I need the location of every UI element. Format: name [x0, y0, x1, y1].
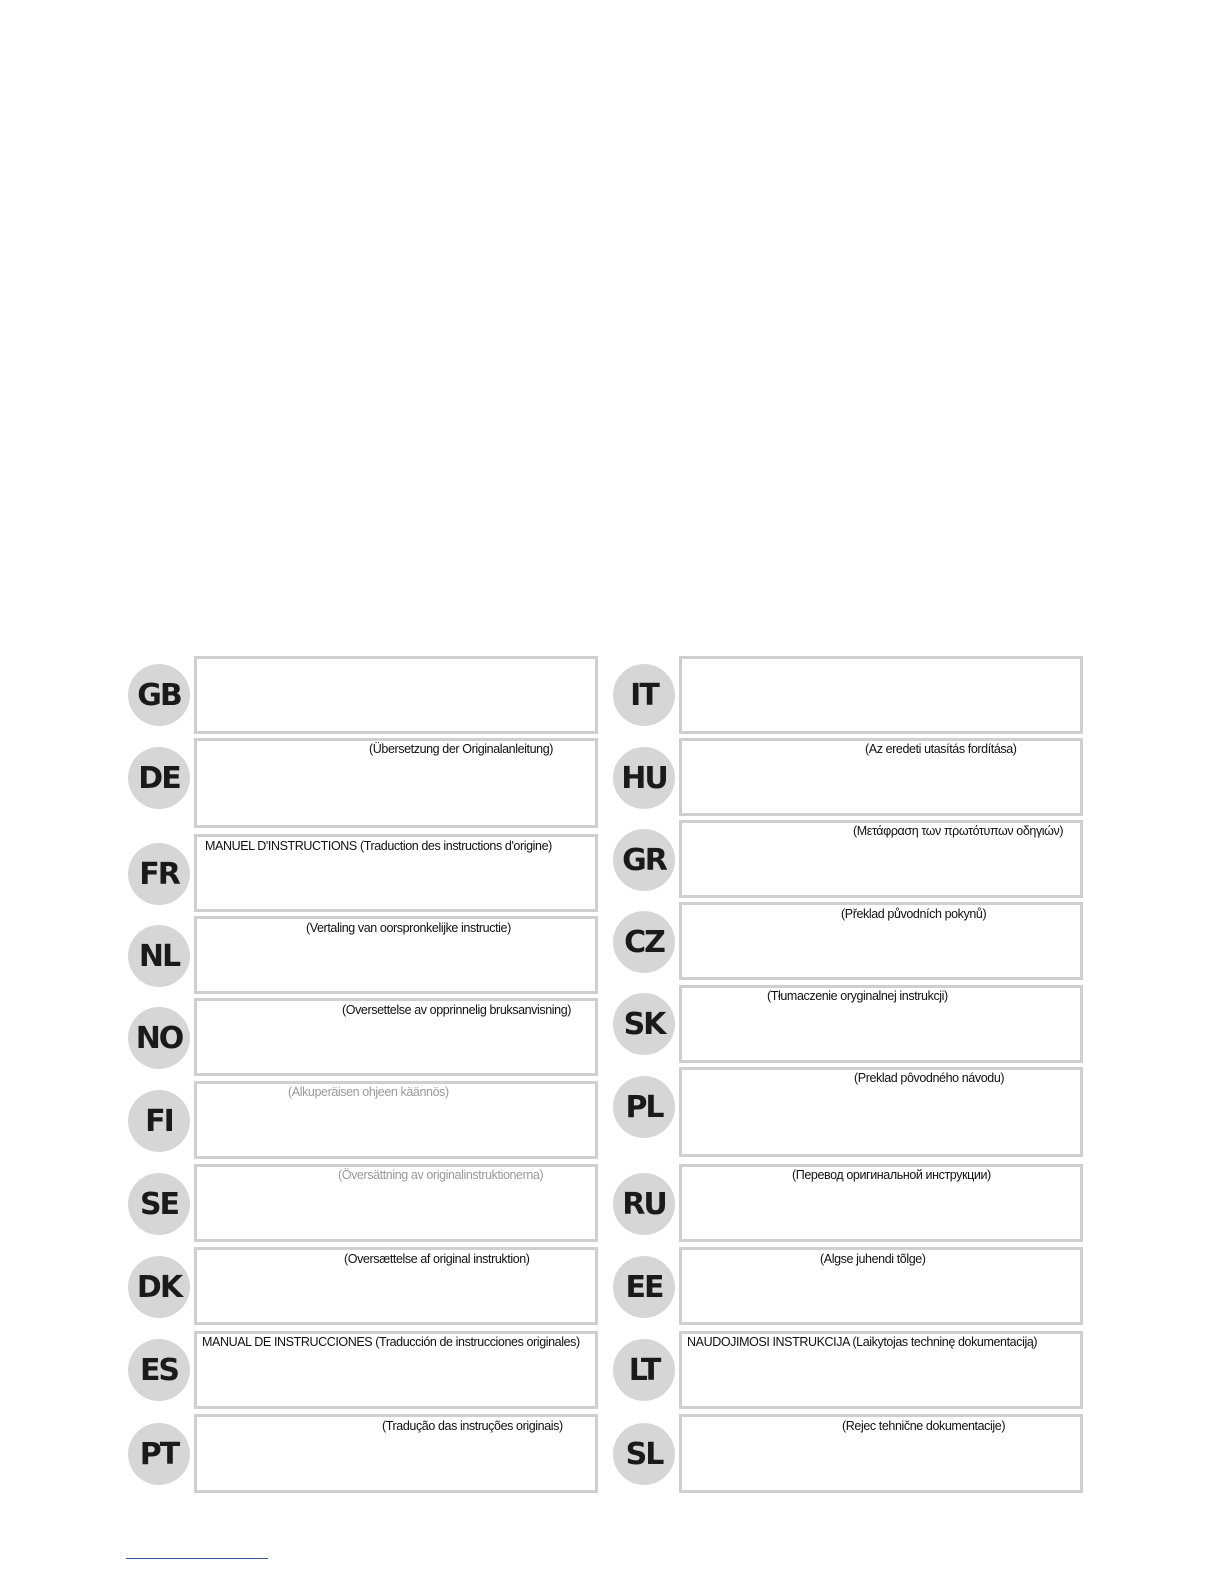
manual-title-cz: (Překlad původních pokynů) [841, 907, 987, 921]
language-badge-fi: FI [128, 1090, 190, 1152]
language-badge-ru: RU [613, 1173, 675, 1235]
manual-title-fi: (Alkuperäisen ohjeen käännös) [288, 1085, 449, 1099]
manual-box-it [679, 656, 1083, 734]
language-badge-pt: PT [128, 1423, 190, 1485]
manual-title-ee: (Algse juhendi tõlge) [820, 1252, 926, 1266]
manual-title-sk: (Tłumaczenie oryginalnej instrukcji) [767, 989, 948, 1003]
language-badge-pl: PL [613, 1076, 675, 1138]
manual-title-no: (Oversettelse av opprinnelig bruksanvisning) [342, 1003, 572, 1017]
language-badge-sl: SL [613, 1423, 675, 1485]
language-badge-no: NO [128, 1007, 190, 1069]
manual-title-gr: (Μετάφραση των πρωτότυπων οδηγιών) [853, 824, 1064, 838]
manual-title-sl: (Rejec tehnične dokumentacije) [842, 1419, 1006, 1433]
manual-title-dk: (Oversættelse af original instruktion) [344, 1252, 530, 1266]
language-badge-nl: NL [128, 925, 190, 987]
language-badge-fr: FR [128, 843, 190, 905]
language-badge-gr: GR [613, 829, 675, 891]
manual-title-pl: (Preklad pôvodného návodu) [854, 1071, 1005, 1085]
language-badge-it: IT [613, 664, 675, 726]
language-badge-sk: SK [613, 993, 675, 1055]
manual-title-de: (Übersetzung der Originalanleitung) [369, 742, 554, 756]
manual-title-hu: (Az eredeti utasítás fordítása) [865, 742, 1017, 756]
language-badge-ee: EE [613, 1256, 675, 1318]
language-badge-hu: HU [613, 747, 675, 809]
manual-title-se: (Översättning av originalinstruktionerna) [338, 1168, 544, 1182]
manual-box-gb [194, 656, 598, 734]
language-badge-es: ES [128, 1339, 190, 1401]
language-badge-cz: CZ [613, 911, 675, 973]
manual-title-lt: NAUDOJIMOSI INSTRUKCIJA (Laikytojas techninę dokumentaciją) [687, 1335, 1038, 1349]
manual-title-fr: MANUEL D'INSTRUCTIONS (Traduction des instructions d'origine) [205, 839, 552, 853]
language-badge-de: DE [128, 747, 190, 809]
manual-title-pt: (Tradução das instruções originais) [382, 1419, 563, 1433]
manual-title-nl: (Vertaling van oorspronkelijke instructie) [306, 921, 511, 935]
language-badge-se: SE [128, 1173, 190, 1235]
language-badge-gb: GB [128, 664, 190, 726]
language-badge-lt: LT [613, 1339, 675, 1401]
manual-title-es: MANUAL DE INSTRUCCIONES (Traducción de instrucciones originales) [202, 1335, 580, 1349]
language-badge-dk: DK [128, 1256, 190, 1318]
footer-rule [126, 1558, 268, 1559]
manual-title-ru: (Перевод оригинальной инструкции) [792, 1168, 991, 1182]
